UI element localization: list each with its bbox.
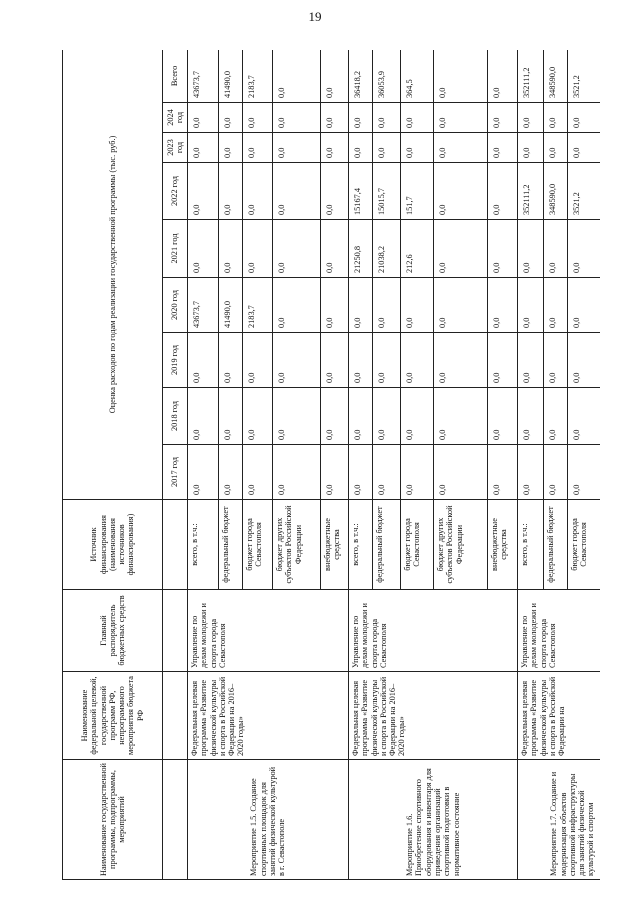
manager-cell: Управление по делам молодежи и спорта города Севастополя [188, 590, 349, 672]
value-cell: 0,0 [488, 163, 518, 220]
value-cell: 0,0 [568, 133, 601, 163]
value-cell: 0,0 [568, 445, 601, 500]
value-cell: 0,0 [568, 220, 601, 278]
value-cell: 0,0 [434, 220, 488, 278]
value-cell: 0,0 [243, 133, 273, 163]
value-cell: 0,0 [568, 103, 601, 133]
value-cell: 0,0 [434, 50, 488, 103]
value-cell: 2183,7 [243, 50, 273, 103]
value-cell: 0,0 [188, 220, 219, 278]
empty-cell [163, 500, 188, 590]
value-cell: 0,0 [518, 103, 544, 133]
value-cell: 0,0 [273, 220, 321, 278]
value-cell: 212,6 [401, 220, 434, 278]
value-cell: 0,0 [373, 278, 401, 333]
value-cell: 0,0 [188, 163, 219, 220]
empty-cell [163, 590, 188, 672]
value-cell: 21250,8 [349, 220, 373, 278]
source-cell: бюджет города Севастополя [568, 500, 601, 590]
value-cell: 0,0 [321, 278, 349, 333]
value-cell: 0,0 [518, 388, 544, 445]
header-title: Оценка расходов по годам реализации государственной программы (тыс. руб.) [63, 50, 163, 500]
value-cell: 0,0 [401, 388, 434, 445]
value-cell: 43673,7 [188, 50, 219, 103]
value-cell: 0,0 [434, 133, 488, 163]
value-cell: 0,0 [243, 163, 273, 220]
empty-cell [163, 760, 188, 880]
value-cell: 0,0 [349, 278, 373, 333]
value-cell: 0,0 [373, 388, 401, 445]
value-cell: 43673,7 [188, 278, 219, 333]
value-cell: 0,0 [373, 333, 401, 388]
value-cell: 0,0 [434, 163, 488, 220]
value-cell: 0,0 [434, 445, 488, 500]
value-cell: 0,0 [488, 103, 518, 133]
source-cell: бюджет города Севастополя [401, 500, 434, 590]
value-cell: 0,0 [273, 278, 321, 333]
value-cell: 0,0 [544, 278, 568, 333]
value-cell: 0,0 [219, 220, 243, 278]
program-cell: Мероприятие 1.7. Создание и модернизация объектов спортивной инфраструктуры для занятий физической культурой и спортом [518, 760, 601, 880]
value-cell: 0,0 [373, 133, 401, 163]
source-cell: бюджет города Севастополя [243, 500, 273, 590]
value-cell: 0,0 [321, 163, 349, 220]
year-header: 2021 год [163, 220, 188, 278]
value-cell: 3521,2 [568, 163, 601, 220]
value-cell: 0,0 [219, 133, 243, 163]
source-cell: федеральный бюджет [373, 500, 401, 590]
header-row [63, 50, 163, 880]
value-cell: 0,0 [273, 333, 321, 388]
value-cell: 0,0 [273, 133, 321, 163]
value-cell: 0,0 [219, 333, 243, 388]
value-cell: 0,0 [401, 133, 434, 163]
value-cell: 0,0 [488, 133, 518, 163]
program-cell: Мероприятие 1.6. Приобретение спортивного оборудования и инвентаря для приведения организаций спортивной подготовки в нормативное состояние [349, 760, 518, 880]
value-cell: 0,0 [518, 278, 544, 333]
federal-program-cell: Федеральная целевая программа «Развитие физической культуры и спорта в Российской Федерации на 2016–2020 годы» [349, 672, 518, 760]
value-cell: 0,0 [568, 278, 601, 333]
value-cell: 0,0 [544, 220, 568, 278]
value-cell: 0,0 [401, 103, 434, 133]
year-header: 2017 год [163, 445, 188, 500]
source-cell: всего, в т.ч.: [349, 500, 373, 590]
value-cell: 0,0 [243, 220, 273, 278]
value-cell: 0,0 [321, 220, 349, 278]
value-cell: 0,0 [188, 333, 219, 388]
value-cell: 0,0 [349, 133, 373, 163]
value-cell: 0,0 [401, 278, 434, 333]
year-header: 2018 год [163, 388, 188, 445]
value-cell: 0,0 [518, 333, 544, 388]
value-cell: 0,0 [321, 103, 349, 133]
empty-cell [163, 672, 188, 760]
value-cell: 0,0 [273, 50, 321, 103]
value-cell: 0,0 [273, 103, 321, 133]
manager-cell: Управление по делам молодежи и спорта города Севастополя [349, 590, 518, 672]
value-cell: 0,0 [349, 333, 373, 388]
value-cell: 15167,4 [349, 163, 373, 220]
source-cell: внебюджетные средства [321, 500, 349, 590]
source-cell: федеральный бюджет [219, 500, 243, 590]
value-cell: 0,0 [321, 388, 349, 445]
value-cell: 0,0 [434, 388, 488, 445]
federal-program-cell: Федеральная целевая программа «Развитие физической культуры и спорта в Российской Федерации на [518, 672, 601, 760]
year-header: 2020 год [163, 278, 188, 333]
value-cell: 352111,2 [518, 50, 544, 103]
value-cell: 151,7 [401, 163, 434, 220]
source-cell: внебюджетные средства [488, 500, 518, 590]
value-cell: 0,0 [243, 103, 273, 133]
table-row [188, 50, 219, 880]
value-cell: 0,0 [188, 103, 219, 133]
source-cell: бюджет других субъектов Российской Федерации [434, 500, 488, 590]
value-cell: 0,0 [373, 103, 401, 133]
value-cell: 0,0 [544, 333, 568, 388]
value-cell: 0,0 [568, 388, 601, 445]
header-federal: Наименование федеральной целевой, государственной программ РФ, непрограммного мероприятия бюджета РФ [63, 672, 163, 760]
value-cell: 0,0 [488, 388, 518, 445]
value-cell: 0,0 [373, 445, 401, 500]
rotated-table-container [62, 50, 600, 880]
source-cell: федеральный бюджет [544, 500, 568, 590]
year-header: 2023 год [163, 133, 188, 163]
value-cell: 15015,7 [373, 163, 401, 220]
value-cell: 0,0 [188, 445, 219, 500]
value-cell: 0,0 [544, 388, 568, 445]
value-cell: 348590,0 [544, 163, 568, 220]
value-cell: 41490,0 [219, 50, 243, 103]
value-cell: 0,0 [219, 163, 243, 220]
value-cell: 0,0 [321, 445, 349, 500]
value-cell: 0,0 [434, 278, 488, 333]
value-cell: 0,0 [518, 133, 544, 163]
value-cell: 0,0 [518, 445, 544, 500]
year-header: 2019 год [163, 333, 188, 388]
value-cell: 0,0 [488, 445, 518, 500]
value-cell: 352111,2 [518, 163, 544, 220]
value-cell: 0,0 [273, 445, 321, 500]
value-cell: 0,0 [243, 445, 273, 500]
value-cell: 36418,2 [349, 50, 373, 103]
manager-cell: Управление по делам молодежи и спорта города Севастополя [518, 590, 601, 672]
year-header: 2024 год [163, 103, 188, 133]
value-cell: 0,0 [219, 103, 243, 133]
source-cell: всего, в т.ч.: [188, 500, 219, 590]
header-source: Источник финансирования (наименования источников финансирования) [63, 500, 163, 590]
source-cell: бюджет других субъектов Российской Федерации [273, 500, 321, 590]
value-cell: 3521,2 [568, 50, 601, 103]
value-cell: 0,0 [349, 388, 373, 445]
federal-program-cell: Федеральная целевая программа «Развитие физической культуры и спорта в Российской Федерации на 2016–2020 годы» [188, 672, 349, 760]
value-cell: 0,0 [243, 333, 273, 388]
value-cell: 0,0 [488, 333, 518, 388]
year-header: Всего [163, 50, 188, 103]
page-number: 19 [308, 9, 322, 24]
value-cell: 0,0 [273, 388, 321, 445]
value-cell: 0,0 [544, 133, 568, 163]
value-cell: 0,0 [488, 220, 518, 278]
value-cell: 36053,9 [373, 50, 401, 103]
value-cell: 0,0 [321, 333, 349, 388]
header-manager: Главный распорядитель бюджетных средств [63, 590, 163, 672]
value-cell: 0,0 [434, 103, 488, 133]
value-cell: 0,0 [219, 388, 243, 445]
table-row [518, 50, 544, 880]
value-cell: 2183,7 [243, 278, 273, 333]
value-cell: 0,0 [321, 50, 349, 103]
value-cell: 0,0 [544, 103, 568, 133]
value-cell: 364,5 [401, 50, 434, 103]
years-row [163, 50, 188, 880]
value-cell: 0,0 [518, 220, 544, 278]
value-cell: 0,0 [349, 103, 373, 133]
value-cell: 0,0 [349, 445, 373, 500]
value-cell: 0,0 [188, 133, 219, 163]
value-cell: 348590,0 [544, 50, 568, 103]
value-cell: 0,0 [321, 133, 349, 163]
value-cell: 21038,2 [373, 220, 401, 278]
table-row [349, 50, 373, 880]
value-cell: 0,0 [401, 445, 434, 500]
value-cell: 0,0 [544, 445, 568, 500]
value-cell: 41490,0 [219, 278, 243, 333]
value-cell: 0,0 [243, 388, 273, 445]
value-cell: 0,0 [401, 333, 434, 388]
year-header: 2022 год [163, 163, 188, 220]
source-cell: всего, в т.ч.: [518, 500, 544, 590]
value-cell: 0,0 [188, 388, 219, 445]
expenditure-table [62, 50, 600, 880]
program-cell: Мероприятие 1.5. Создание спортивных площадок для занятий физической культурой в г. Севастополе [188, 760, 349, 880]
value-cell: 0,0 [488, 50, 518, 103]
value-cell: 0,0 [273, 163, 321, 220]
value-cell: 0,0 [219, 445, 243, 500]
value-cell: 0,0 [488, 278, 518, 333]
value-cell: 0,0 [568, 333, 601, 388]
header-program: Наименование государственной программы, подпрограммы, мероприятий [63, 760, 163, 880]
value-cell: 0,0 [434, 333, 488, 388]
